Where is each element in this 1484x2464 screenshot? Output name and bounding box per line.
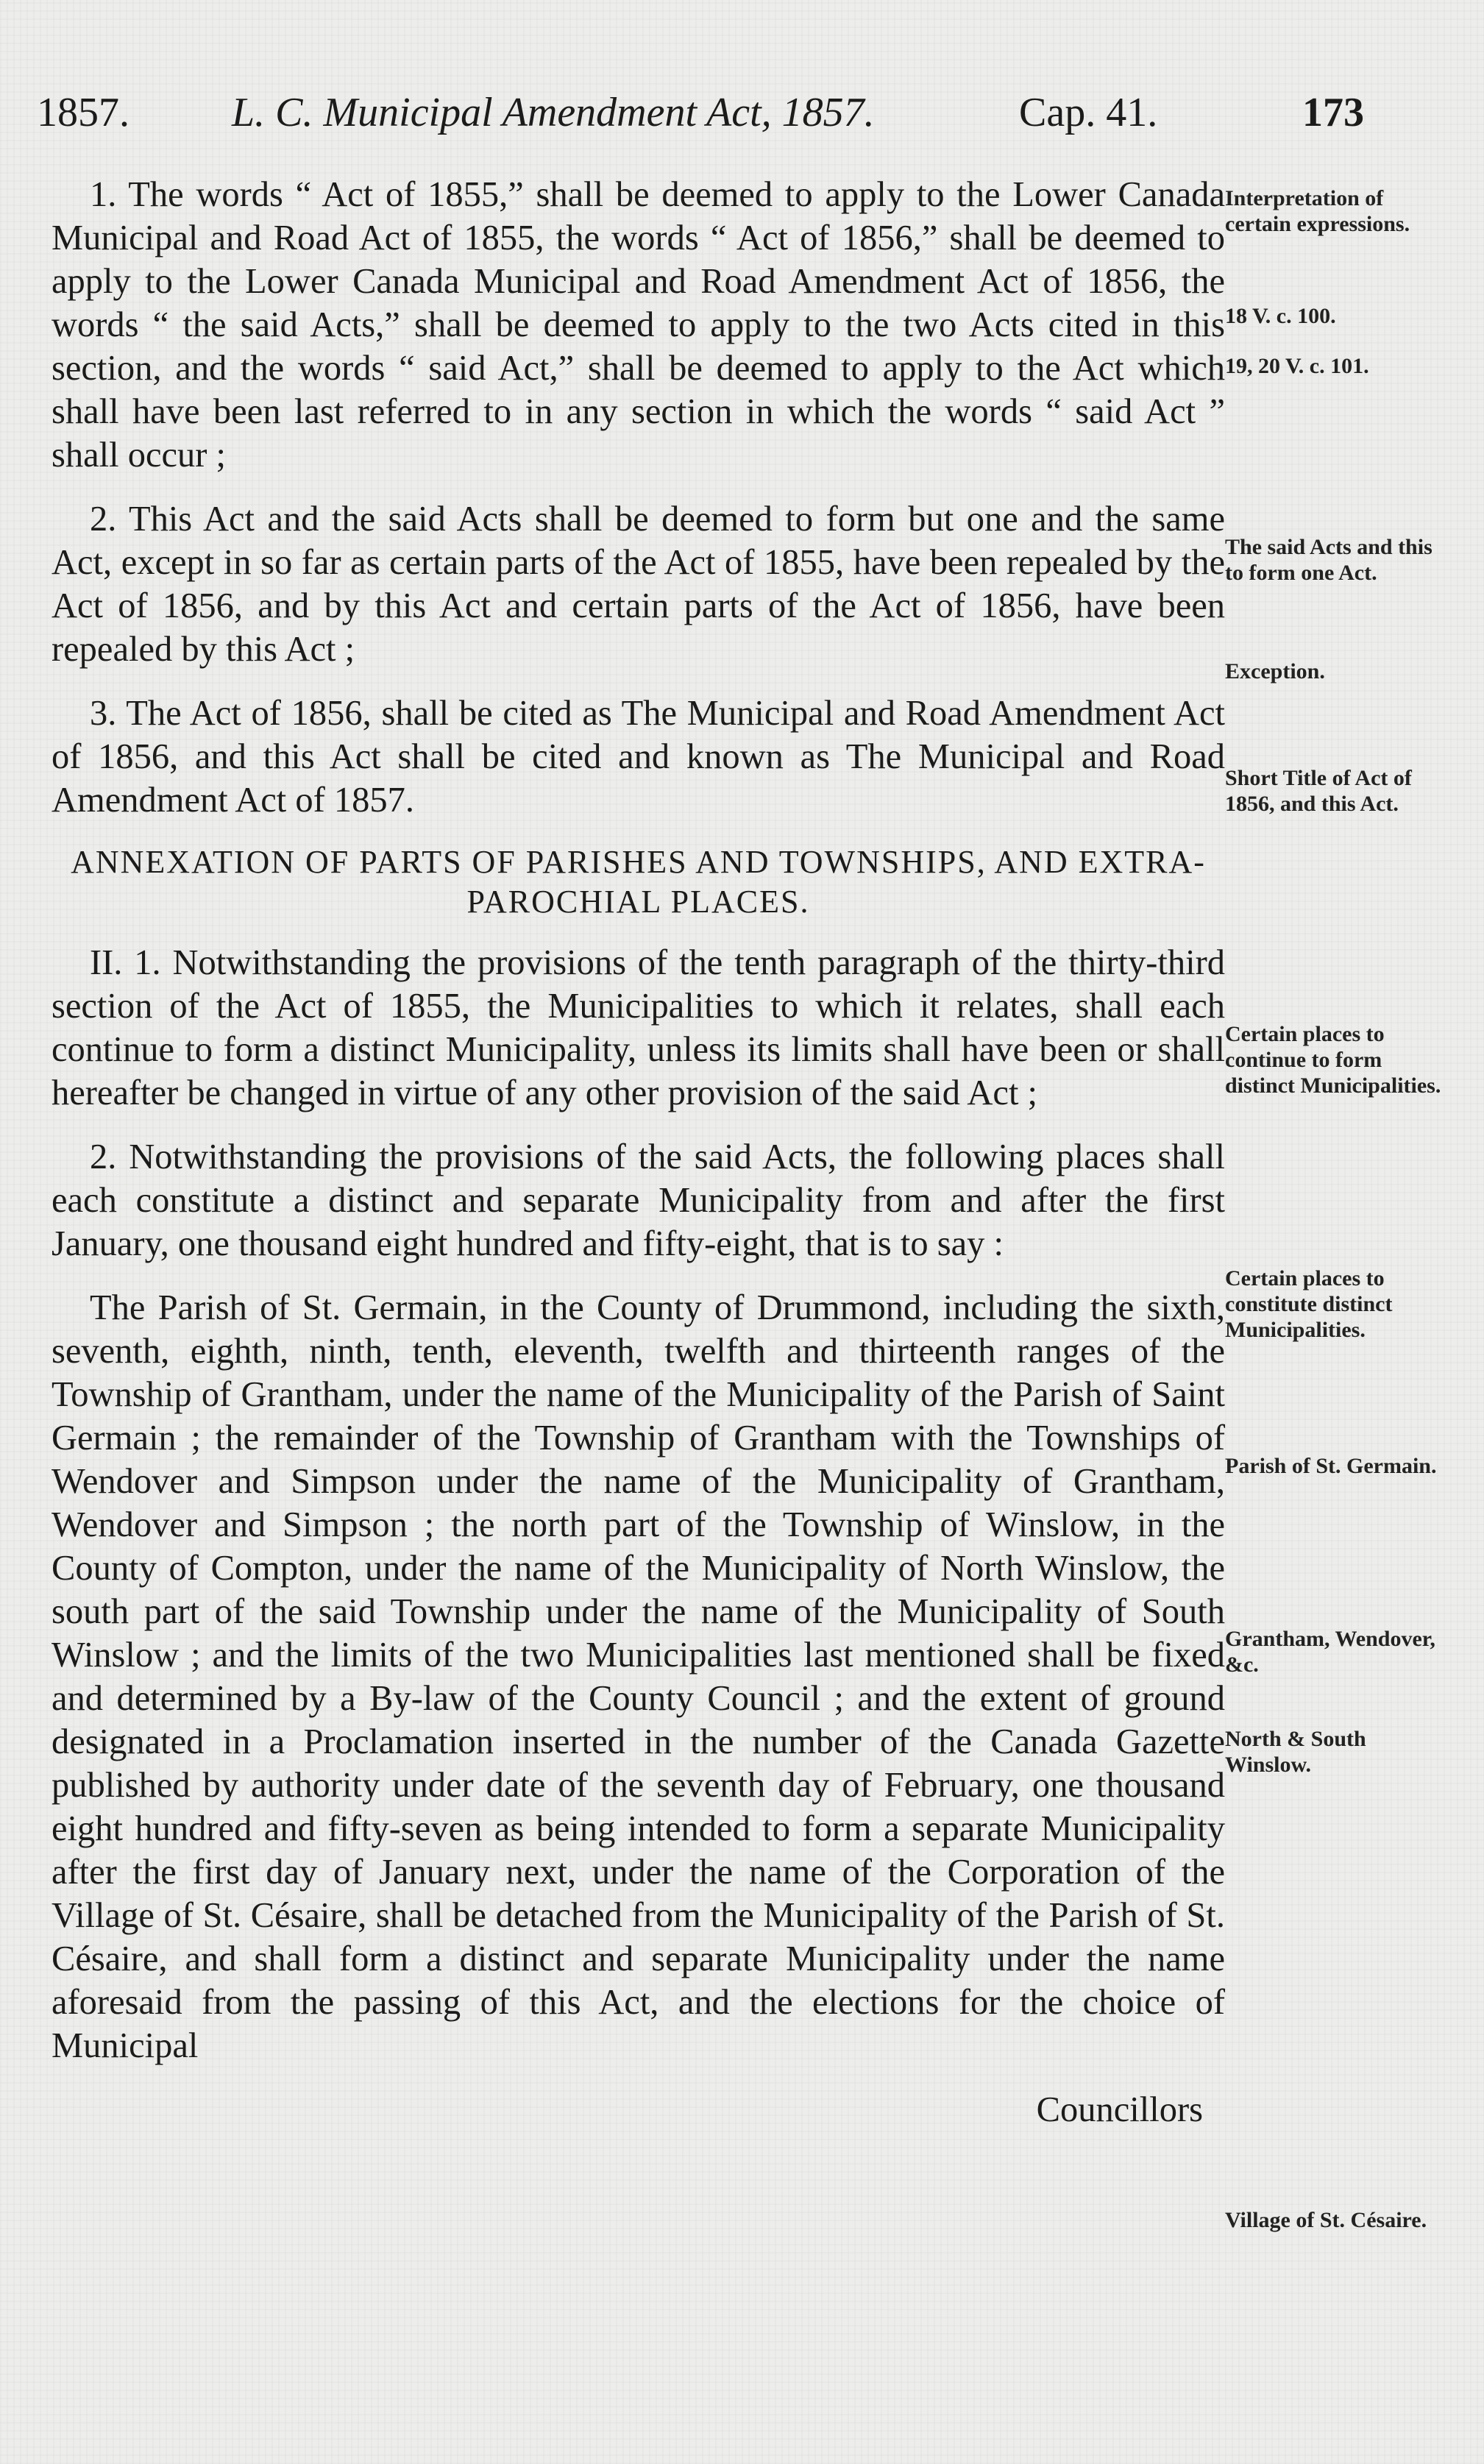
page-number: 173 <box>1302 90 1364 135</box>
margin-note: Village of St. Césaire. <box>1225 2208 1427 2232</box>
margin-note: Grantham, Wendover, &c. <box>1225 1627 1435 1677</box>
header-chapter: Cap. 41. <box>1019 90 1158 135</box>
body-text <box>52 173 1225 2131</box>
paragraph-parish-list: The Parish of St. Germain, in the County of Drummond, including the sixth, seventh, eighth, ninth, tenth, eleventh, twelfth and thirteenth ranges of the Township of Grantham, under the name of the Municipality of the Parish of Saint Germain ; the remainder of the Township of Grantham with the Townships of Wendover and Simpson under the name of the Municipality of Grantham, Wendover and Simpson ; the north part of the Township of Winslow, in the County of Compton, under the name of the Municipality of North Winslow, the south part of the said Township under the name of the Municipality of South Winslow ; and the limits of the two Municipalities last mentioned shall be fixed and determined by a By-law of the County Council ; and the extent of ground designated in a Proclamation inserted in the number of the Canada Gazette published by authority under date of the seventh day of February, one thousand eight hundred and fifty-seven as being intended to form a separate Municipality after the first day of January next, under the name of the Corporation of the Village of St. Césaire, shall be detached from the Municipality of the Parish of St. Césaire, and shall form a distinct and separate Municipality under the name aforesaid from the passing of this Act, and the elections for the choice of Municipal <box>52 1288 1225 2065</box>
section-heading: ANNEXATION OF PARTS OF PARISHES AND TOWNSHIPS, AND EXTRA-PAROCHIAL PLACES. <box>71 844 1206 920</box>
margin-note: Interpretation of certain expressions. <box>1225 186 1410 236</box>
header-title: L. C. Municipal Amendment Act, 1857. <box>232 90 875 135</box>
margin-note: Certain places to continue to form distinct Municipalities. <box>1225 1022 1441 1098</box>
running-header <box>37 87 1383 146</box>
paragraph-section-1-2: 2. This Act and the said Acts shall be deemed to form but one and the same Act, except in so far as certain parts of the Act of 1855, have been repealed by the Act of 1856, and by this Act and certain parts of the Act of 1856, have been repealed by this Act ; <box>52 500 1225 669</box>
margin-note: The said Acts and this to form one Act. <box>1225 535 1432 585</box>
margin-note: 18 V. c. 100. <box>1225 304 1336 328</box>
margin-note: 19, 20 V. c. 101. <box>1225 354 1369 378</box>
paragraph-section-1-1: 1. The words “ Act of 1855,” shall be deemed to apply to the Lower Canada Municipal and Road Act of 1855, the words “ Act of 1856,” shall be deemed to apply to the Lower Canada Municipal and Road Amendment Act of 1856, the words “ the said Acts,” shall be deemed to apply to the two Acts cited in this section, and the words “ said Act,” shall be deemed to apply to the Act which shall have been last referred to in any section in which the words “ said Act ” shall occur ; <box>52 175 1225 475</box>
margin-note: Exception. <box>1225 659 1325 684</box>
margin-note: North & South Winslow. <box>1225 1727 1366 1777</box>
margin-note: Certain places to constitute distinct Municipalities. <box>1225 1266 1393 1342</box>
header-year: 1857. <box>37 90 129 135</box>
margin-note: Parish of St. Germain. <box>1225 1454 1437 1478</box>
paragraph-section-1-3: 3. The Act of 1856, shall be cited as The Municipal and Road Amendment Act of 1856, and this Act shall be cited and known as The Municipal and Road Amendment Act of 1857. <box>52 694 1225 820</box>
margin-note: Short Title of Act of 1856, and this Act. <box>1225 766 1412 816</box>
catchword: Councillors <box>1036 2090 1203 2129</box>
paragraph-section-2-2: 2. Notwithstanding the provisions of the said Acts, the following places shall each constitute a distinct and separate Municipality from and after the first January, one thousand eight hundred and fifty-eight, that is to say : <box>52 1137 1225 1263</box>
paragraph-section-2-1: II. 1. Notwithstanding the provisions of the tenth paragraph of the thirty-third section of the Act of 1855, the Municipalities to which it relates, shall each continue to form a distinct Municipality, unless its limits shall have been or shall hereafter be changed in virtue of any other provision of the said Act ; <box>52 943 1225 1112</box>
